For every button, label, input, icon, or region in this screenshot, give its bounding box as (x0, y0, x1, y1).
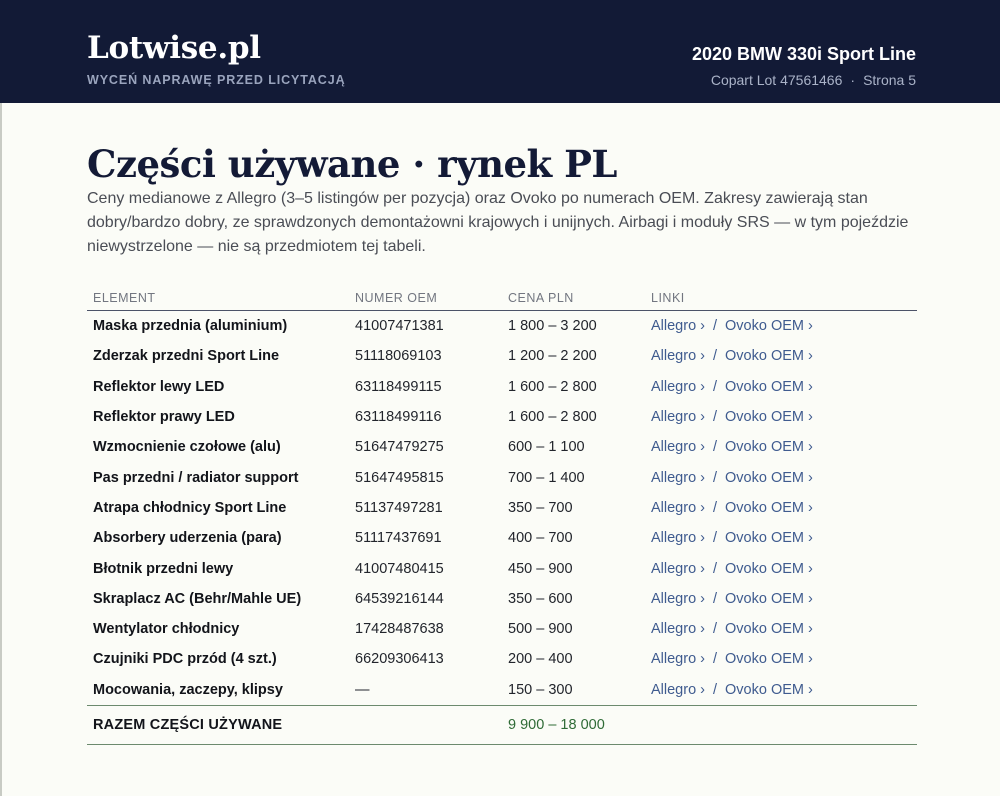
allegro-link[interactable]: Allegro › (651, 590, 705, 607)
oem-number: 17428487638 (355, 621, 444, 638)
link-separator: / (713, 651, 718, 668)
ovoko-oem-link[interactable]: Ovoko OEM › (725, 378, 813, 395)
link-separator: / (713, 318, 718, 335)
ovoko-oem-link[interactable]: Ovoko OEM › (725, 560, 813, 577)
lot-number: Copart Lot 47561466 (710, 72, 843, 88)
ovoko-oem-link[interactable]: Ovoko OEM › (725, 681, 813, 698)
price-range: 700 – 1 400 (508, 469, 585, 486)
oem-number: 41007480415 (355, 560, 444, 577)
column-header-element: ELEMENT (87, 286, 349, 311)
lot-info (711, 72, 916, 88)
price-range: 1 800 – 3 200 (508, 318, 597, 335)
price-range: 1 600 – 2 800 (508, 409, 597, 426)
price-range: 600 – 1 100 (508, 439, 585, 456)
ovoko-oem-link[interactable]: Ovoko OEM › (725, 530, 813, 547)
price-range: 1 600 – 2 800 (508, 378, 597, 395)
table-row (87, 311, 917, 342)
allegro-link[interactable]: Allegro › (651, 378, 705, 395)
oem-number: 63118499116 (355, 409, 442, 426)
column-header-links: LINKI (645, 286, 917, 311)
links-cell (645, 644, 917, 674)
allegro-link[interactable]: Allegro › (651, 439, 705, 456)
link-separator: / (713, 439, 718, 456)
vehicle-title: 2020 BMW 330i Sport Line (691, 44, 916, 64)
allegro-link[interactable]: Allegro › (651, 499, 705, 516)
table-row (87, 402, 917, 432)
ovoko-oem-link[interactable]: Ovoko OEM › (725, 499, 813, 516)
links-cell (645, 553, 917, 583)
allegro-link[interactable]: Allegro › (651, 530, 705, 547)
page-number: Strona 5 (863, 72, 916, 88)
table-row (87, 432, 917, 462)
part-name: Błotnik przedni lewy (93, 560, 234, 577)
table-row (87, 584, 917, 614)
section-title: Części używane · rynek PL (87, 142, 617, 186)
link-separator: / (713, 378, 718, 395)
total-links (645, 705, 917, 744)
allegro-link[interactable]: Allegro › (651, 621, 705, 638)
allegro-link[interactable]: Allegro › (651, 348, 705, 365)
part-name: Atrapa chłodnicy Sport Line (93, 499, 287, 516)
allegro-link[interactable]: Allegro › (651, 651, 705, 668)
table-row (87, 523, 917, 553)
oem-number: 51647495815 (355, 469, 444, 486)
price-range: 450 – 900 (508, 560, 573, 577)
total-label: RAZEM CZĘŚCI UŻYWANE (87, 705, 349, 744)
oem-number: 66209306413 (355, 651, 444, 668)
part-name: Absorbery uderzenia (para) (93, 530, 282, 547)
ovoko-oem-link[interactable]: Ovoko OEM › (725, 439, 813, 456)
page-header (0, 0, 1000, 103)
allegro-link[interactable]: Allegro › (651, 560, 705, 577)
allegro-link[interactable]: Allegro › (651, 681, 705, 698)
page-edge (0, 103, 2, 796)
link-separator: / (713, 530, 718, 547)
links-cell (645, 432, 917, 462)
links-cell (645, 341, 917, 371)
links-cell (645, 493, 917, 523)
oem-number: 63118499115 (355, 378, 442, 395)
oem-number: 51647479275 (355, 439, 444, 456)
parts-table (87, 286, 917, 745)
link-separator: / (713, 348, 718, 365)
ovoko-oem-link[interactable]: Ovoko OEM › (725, 469, 813, 486)
part-name: Wzmocnienie czołowe (alu) (93, 439, 281, 456)
oem-number: 51117437691 (355, 530, 442, 547)
part-name: Mocowania, zaczepy, klipsy (93, 681, 283, 698)
price-range: 350 – 600 (508, 590, 573, 607)
table-row (87, 644, 917, 674)
links-cell (645, 675, 917, 706)
link-separator: / (713, 621, 718, 638)
part-name: Zderzak przedni Sport Line (93, 348, 280, 365)
section-intro: Ceny medianowe z Allegro (3–5 listingów per pozycja) oraz Ovoko po numerach OEM. Zakresy zawierają stan dobry/bardzo dobry, ze sprawdzonych demontażowni krajowych i unijnych. Airbagi i moduły SRS — w tym pojeździe niewystrzelone — nie są przedmiotem tej tabeli. (87, 190, 909, 255)
price-range: 500 – 900 (508, 621, 573, 638)
part-name: Reflektor prawy LED (93, 409, 235, 426)
link-separator: / (713, 560, 718, 577)
brand-tagline: WYCEŃ NAPRAWĘ PRZED LICYTACJĄ (87, 73, 346, 87)
table-row (87, 553, 917, 583)
price-range: 150 – 300 (508, 681, 573, 698)
oem-number: 64539216144 (355, 590, 444, 607)
link-separator: / (713, 469, 718, 486)
links-cell (645, 584, 917, 614)
links-cell (645, 402, 917, 432)
oem-number: 51118069103 (355, 348, 442, 365)
part-name: Reflektor lewy LED (93, 378, 225, 395)
column-header-price: CENA PLN (502, 286, 645, 311)
allegro-link[interactable]: Allegro › (651, 318, 705, 335)
price-range: 200 – 400 (508, 651, 573, 668)
price-range: 1 200 – 2 200 (508, 348, 597, 365)
link-separator: / (713, 499, 718, 516)
part-name: Czujniki PDC przód (4 szt.) (93, 651, 277, 668)
table-row (87, 614, 917, 644)
lot-separator: · (850, 72, 856, 88)
links-cell (645, 462, 917, 492)
ovoko-oem-link[interactable]: Ovoko OEM › (725, 651, 813, 668)
link-separator: / (713, 681, 718, 698)
part-name: Wentylator chłodnicy (93, 621, 240, 638)
oem-number: 41007471381 (355, 318, 444, 335)
brand-logo[interactable]: Lotwise.pl (87, 30, 261, 66)
link-separator: / (713, 409, 718, 426)
table-header-row (87, 286, 917, 311)
part-name: Maska przednia (aluminium) (93, 318, 288, 335)
allegro-link[interactable]: Allegro › (651, 469, 705, 486)
table-row (87, 341, 917, 371)
links-cell (645, 523, 917, 553)
ovoko-oem-link[interactable]: Ovoko OEM › (725, 590, 813, 607)
part-name: Skraplacz AC (Behr/Mahle UE) (93, 590, 302, 607)
oem-number: 51137497281 (355, 499, 443, 516)
table-row (87, 462, 917, 492)
table-row (87, 372, 917, 402)
price-range: 400 – 700 (508, 530, 573, 547)
total-row (87, 705, 917, 744)
links-cell (645, 372, 917, 402)
price-range: 350 – 700 (508, 499, 573, 516)
part-name: Pas przedni / radiator support (93, 469, 299, 486)
ovoko-oem-link[interactable]: Ovoko OEM › (725, 621, 813, 638)
table-row (87, 493, 917, 523)
column-header-oem: NUMER OEM (349, 286, 502, 311)
allegro-link[interactable]: Allegro › (651, 409, 705, 426)
oem-number: — (355, 681, 370, 698)
ovoko-oem-link[interactable]: Ovoko OEM › (725, 409, 813, 426)
ovoko-oem-link[interactable]: Ovoko OEM › (725, 318, 813, 335)
links-cell (645, 614, 917, 644)
total-price: 9 900 – 18 000 (502, 705, 645, 744)
links-cell (645, 311, 917, 342)
ovoko-oem-link[interactable]: Ovoko OEM › (725, 348, 813, 365)
table-row (87, 675, 917, 706)
link-separator: / (713, 590, 718, 607)
total-oem (349, 705, 502, 744)
